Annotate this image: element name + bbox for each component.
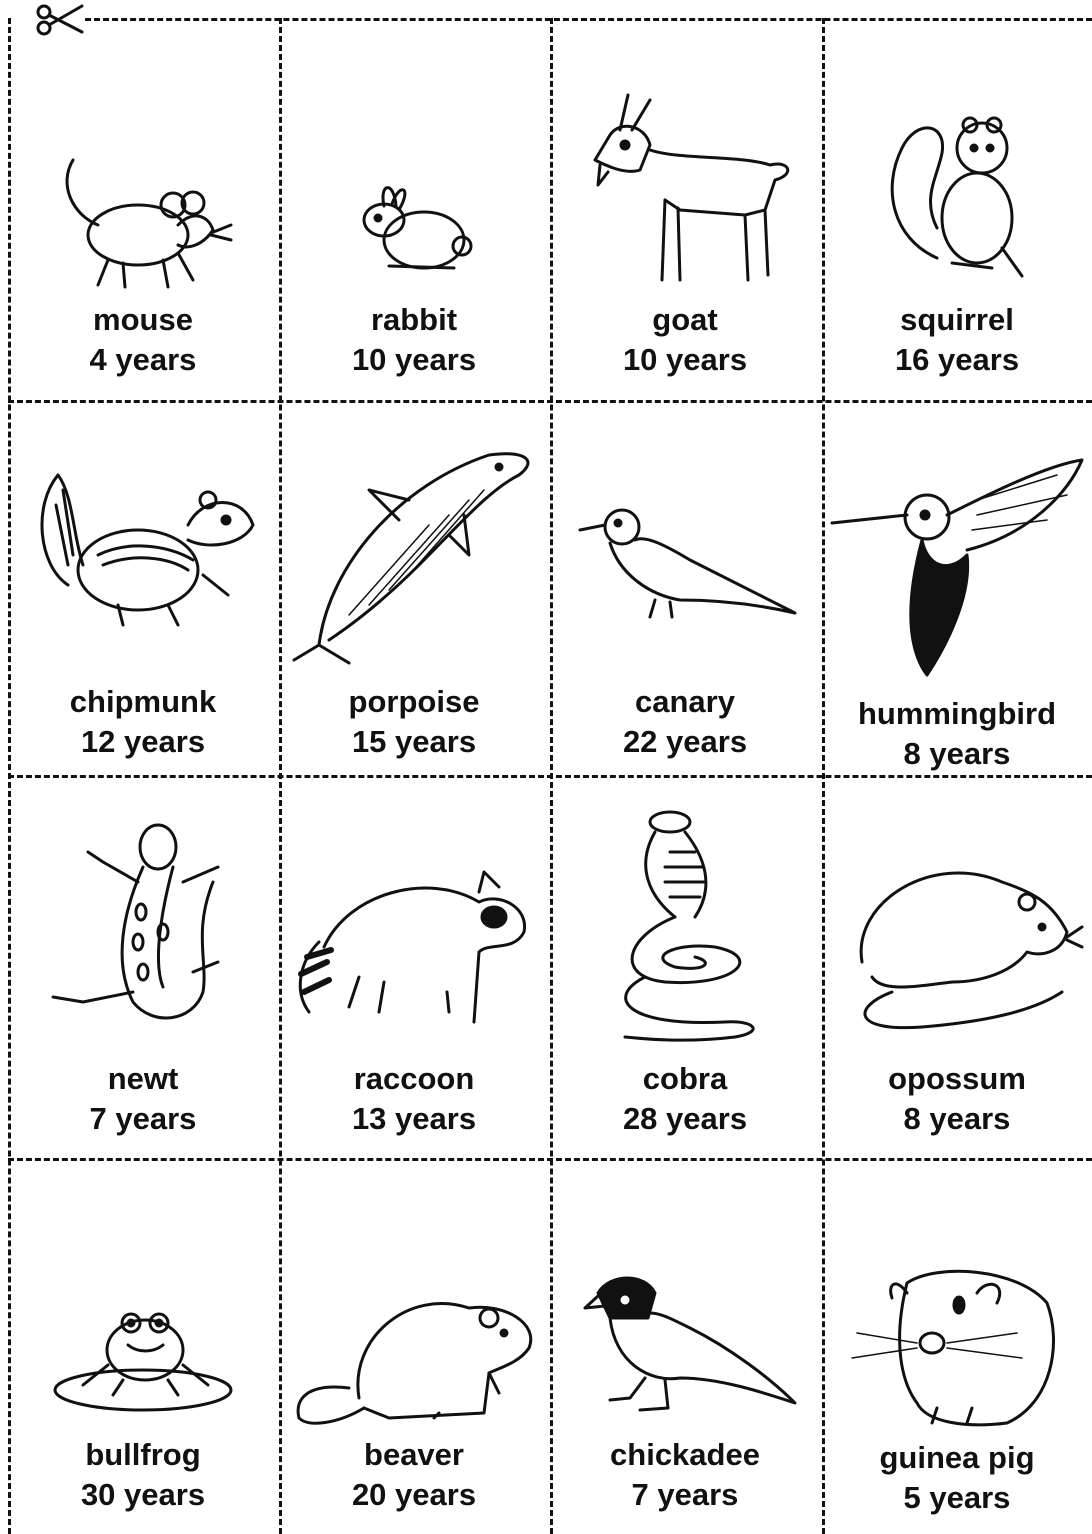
animal-name: rabbit bbox=[370, 302, 458, 337]
animal-card-guinea-pig bbox=[822, 1160, 1092, 1534]
animal-lifespan: 5 years bbox=[903, 1480, 1011, 1515]
animal-card-hummingbird bbox=[822, 402, 1092, 775]
animal-card-bullfrog bbox=[8, 1160, 278, 1534]
animal-card-cobra bbox=[550, 777, 820, 1158]
animal-card-porpoise bbox=[279, 402, 549, 775]
animal-name: newt bbox=[107, 1061, 179, 1096]
animal-name: guinea pig bbox=[879, 1440, 1035, 1475]
animal-name: raccoon bbox=[353, 1061, 475, 1096]
animal-name: porpoise bbox=[348, 684, 480, 719]
animal-name: bullfrog bbox=[85, 1437, 201, 1472]
porpoise-icon bbox=[289, 445, 539, 665]
animal-card-opossum bbox=[822, 777, 1092, 1158]
animal-name: opossum bbox=[888, 1061, 1026, 1096]
animal-card-mouse bbox=[8, 20, 278, 400]
animal-lifespan: 4 years bbox=[89, 342, 197, 377]
animal-lifespan: 13 years bbox=[351, 1101, 477, 1136]
chickadee-icon bbox=[570, 1268, 800, 1418]
animal-name: hummingbird bbox=[857, 696, 1057, 731]
animal-lifespan: 8 years bbox=[903, 1101, 1011, 1136]
animal-card-goat bbox=[550, 20, 820, 400]
animal-card-rabbit bbox=[279, 20, 549, 400]
animal-lifespan: 12 years bbox=[80, 724, 206, 759]
cobra-icon bbox=[585, 807, 785, 1047]
animal-lifespan: 8 years bbox=[903, 736, 1011, 771]
animal-lifespan: 16 years bbox=[894, 342, 1020, 377]
animal-name: beaver bbox=[364, 1437, 464, 1472]
guinea-pig-icon bbox=[847, 1263, 1067, 1428]
hummingbird-icon bbox=[827, 455, 1087, 680]
animal-lifespan: 22 years bbox=[622, 724, 748, 759]
animal-lifespan: 20 years bbox=[351, 1477, 477, 1512]
chipmunk-icon bbox=[28, 465, 258, 635]
animal-lifespan: 15 years bbox=[351, 724, 477, 759]
squirrel-icon bbox=[882, 108, 1032, 283]
animal-name: mouse bbox=[93, 302, 193, 337]
animal-name: chickadee bbox=[610, 1437, 760, 1472]
newt-icon bbox=[43, 822, 243, 1037]
animal-lifespan: 7 years bbox=[89, 1101, 197, 1136]
animal-name: chipmunk bbox=[69, 684, 217, 719]
animal-lifespan: 10 years bbox=[351, 342, 477, 377]
animal-card-raccoon bbox=[279, 777, 549, 1158]
goat-icon bbox=[570, 90, 800, 290]
beaver-icon bbox=[289, 1278, 539, 1428]
animal-card-beaver bbox=[279, 1160, 549, 1534]
animal-lifespan: 7 years bbox=[631, 1477, 739, 1512]
animal-card-chipmunk bbox=[8, 402, 278, 775]
animal-card-squirrel bbox=[822, 20, 1092, 400]
canary-icon bbox=[570, 505, 800, 620]
bullfrog-icon bbox=[53, 1305, 233, 1415]
animal-name: goat bbox=[652, 302, 718, 337]
raccoon-icon bbox=[289, 862, 539, 1032]
animal-name: cobra bbox=[642, 1061, 728, 1096]
animal-card-chickadee bbox=[550, 1160, 820, 1534]
animal-lifespan: 10 years bbox=[622, 342, 748, 377]
animal-card-newt bbox=[8, 777, 278, 1158]
animal-name: squirrel bbox=[900, 302, 1014, 337]
animal-name: canary bbox=[635, 684, 735, 719]
mouse-icon bbox=[53, 155, 233, 295]
opossum-icon bbox=[832, 842, 1082, 1032]
animal-lifespan: 30 years bbox=[80, 1477, 206, 1512]
rabbit-icon bbox=[354, 178, 474, 273]
animal-lifespan: 28 years bbox=[622, 1101, 748, 1136]
animal-card-canary bbox=[550, 402, 820, 775]
